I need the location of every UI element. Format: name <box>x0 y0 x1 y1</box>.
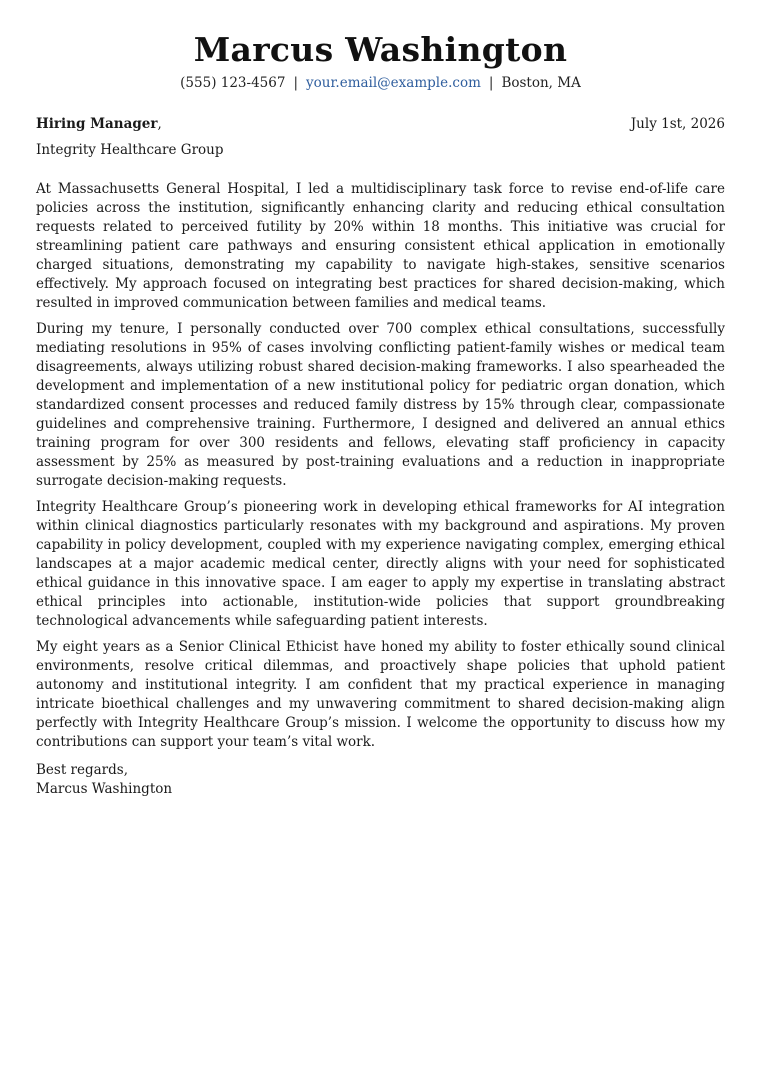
contact-separator: | <box>488 75 494 91</box>
letter-closing <box>36 761 725 799</box>
body-paragraph-2: During my tenure, I personally conducted over 700 complex ethical consultations, successfully mediating resolutions in 95% of cases involving conflicting patient-family wishes or medical team disagreements, always utilizing robust shared decision-making frameworks. I also spearheaded the development and implementation of a new institutional policy for pediatric organ donation, which standardized consent processes and reduced family distress by 15% through clear, compassionate guidelines and comprehensive training. Furthermore, I designed and delivered an annual ethics training program for over 300 residents and fellows, elevating staff proficiency in capacity assessment by 25% as measured by post-training evaluations and a reduction in inappropriate surrogate decision-making requests. <box>36 321 725 489</box>
applicant-name: Marcus Washington <box>193 30 568 69</box>
recipient-title-comma: , <box>157 116 162 132</box>
location: Boston, MA <box>501 75 581 91</box>
body-paragraph-1: At Massachusetts General Hospital, I led a multidisciplinary task force to revise end-of-life care policies across the institution, significantly enhancing clarity and reducing ethical consultation requests related to perceived futility by 20% within 18 months. This initiative was crucial for streamlining patient care pathways and ensuring consistent ethical application in emotionally charged situations, demonstrating my capability to navigate high-stakes, sensitive scenarios effectively. My approach focused on integrating best practices for shared decision-making, which resulted in improved communication between families and medical teams. <box>36 181 725 311</box>
email-link[interactable]: your.email@example.com <box>306 75 481 91</box>
letter-date: July 1st, 2026 <box>630 116 725 132</box>
body-paragraph-3: Integrity Healthcare Group’s pioneering work in developing ethical frameworks for AI integration within clinical diagnostics particularly resonates with my background and aspirations. My proven capability in policy development, coupled with my experience navigating complex, emerging ethical landscapes at a major academic medical center, directly aligns with your need for sophisticated ethical guidance in this innovative space. I am eager to apply my expertise in translating abstract ethical principles into actionable, institution-wide policies that support groundbreaking technological advancements while safeguarding patient interests. <box>36 499 725 629</box>
letter-body <box>36 180 725 752</box>
cover-letter-page <box>36 0 725 799</box>
recipient-company: Integrity Healthcare Group <box>36 142 224 158</box>
closing-salutation: Best regards, <box>36 762 129 778</box>
recipient-title <box>36 115 162 134</box>
contact-separator: | <box>293 75 298 91</box>
recipient-title-text: Hiring Manager <box>36 116 158 132</box>
phone-number: (555) 123-4567 <box>180 75 286 91</box>
closing-signature: Marcus Washington <box>36 781 173 797</box>
body-paragraph-4: My eight years as a Senior Clinical Ethicist have honed my ability to foster ethically sound clinical environments, resolve critical dilemmas, and proactively shape policies that uphold patient autonomy and institutional integrity. I am confident that my practical experience in managing intricate bioethical challenges and my unwavering commitment to shared decision-making align perfectly with Integrity Healthcare Group’s mission. I welcome the opportunity to discuss how my contributions can support your team’s vital work. <box>36 639 725 750</box>
recipient-date-row <box>36 115 725 134</box>
contact-line <box>36 74 725 92</box>
